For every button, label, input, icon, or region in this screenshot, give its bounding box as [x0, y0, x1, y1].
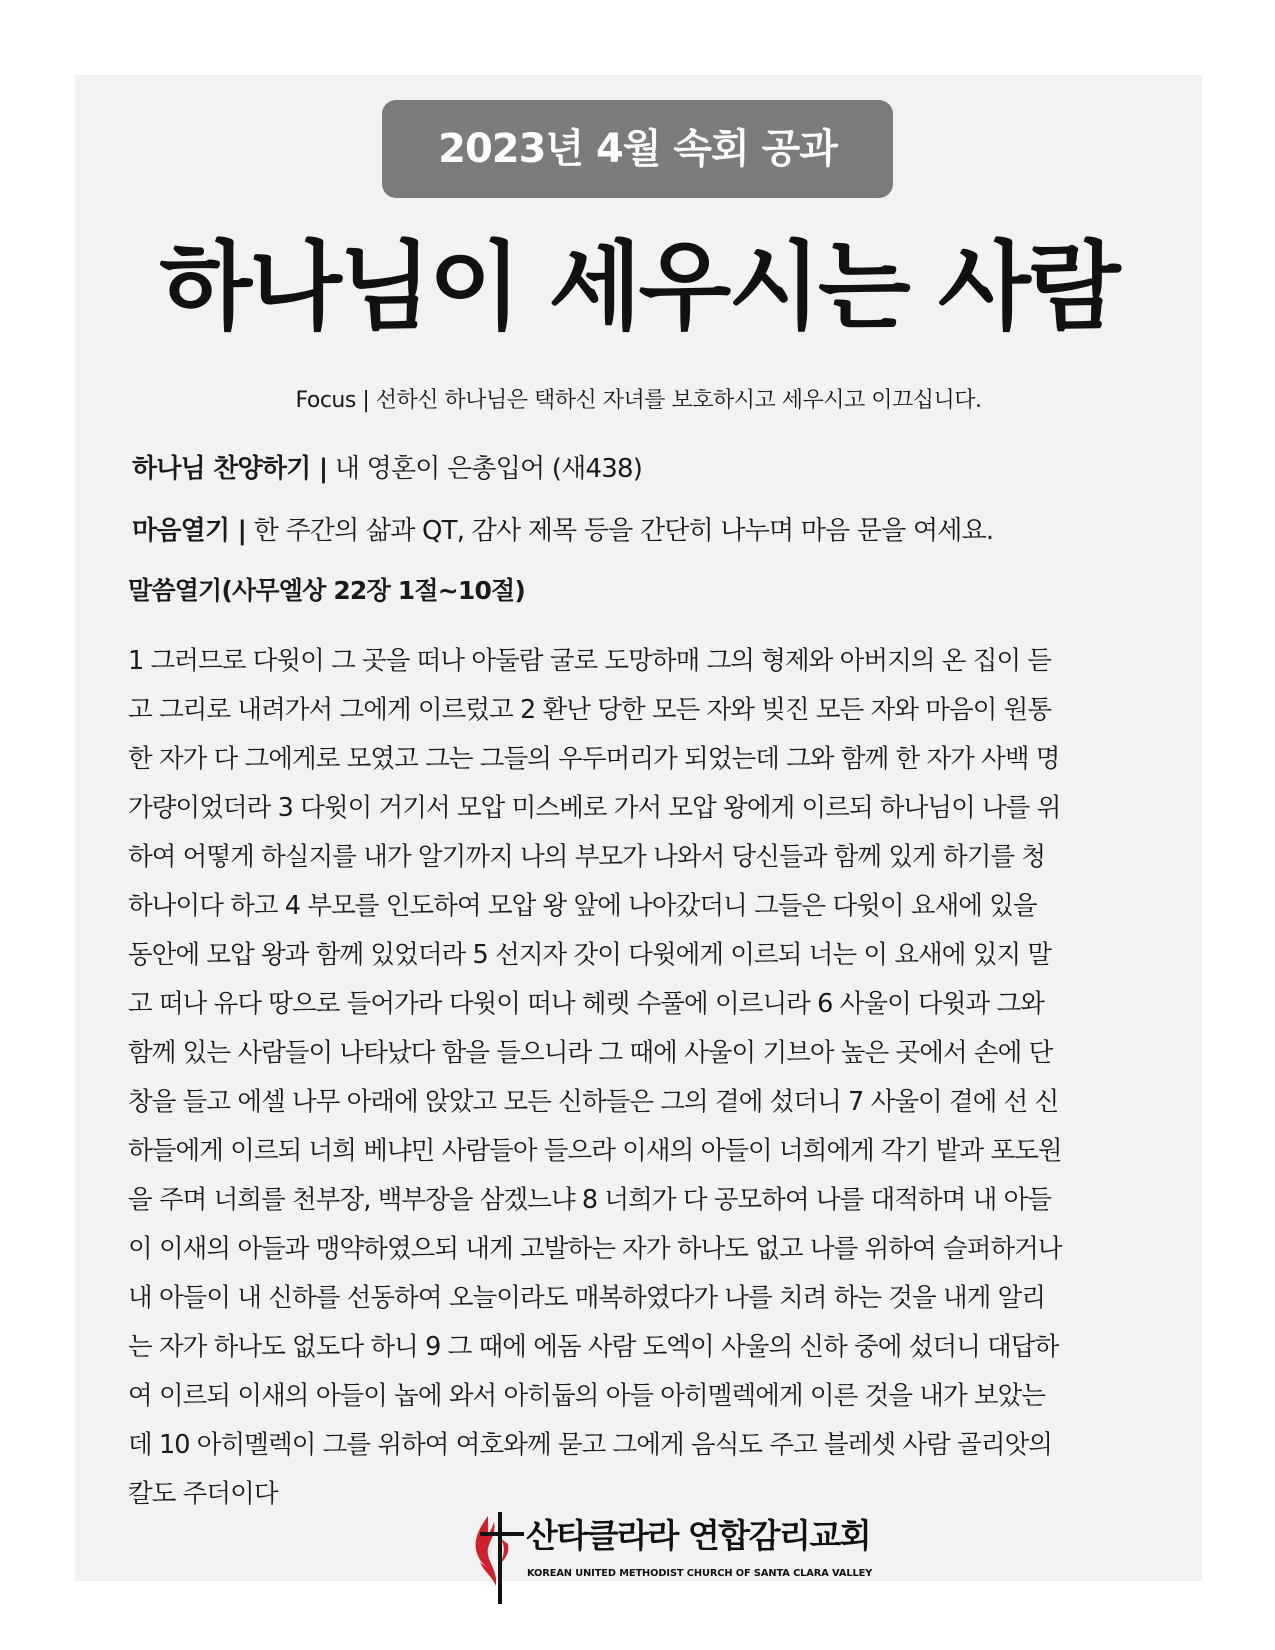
open-heart-section [132, 511, 993, 551]
scripture-passage [128, 637, 1158, 1519]
date-badge: 2023년 4월 속회 공과 [382, 100, 893, 198]
passage-line: 여 이르되 이새의 아들이 놉에 와서 아히둡의 아들 아히멜렉에게 이른 것을 내가 보았는 [128, 1381, 1046, 1411]
praise-section [132, 449, 642, 489]
passage-line: 한 자가 다 그에게로 모였고 그는 그들의 우두머리가 되었는데 그와 함께 한 자가 사백 명 [128, 744, 1060, 774]
church-name-korean: 산타클라라 연합감리교회 [526, 1516, 871, 1555]
passage-line: 을 주며 너희를 천부장, 백부장을 삼겠느냐 8 너희가 다 공모하여 나를 대적하며 내 아들 [128, 1185, 1052, 1215]
passage-line: 고 그리로 내려가서 그에게 이르렀고 2 환난 당한 모든 자와 빚진 모든 자와 마음이 원통 [128, 695, 1052, 725]
church-logo [470, 1508, 873, 1608]
passage-line: 는 자가 하나도 없도다 하니 9 그 때에 에돔 사람 도엑이 사울의 신하 중에 섰더니 대답하 [128, 1332, 1059, 1362]
open-heart-text: 한 주간의 삶과 QT, 감사 제목 등을 간단히 나누며 마음 문을 여세요. [246, 516, 994, 546]
passage-line: 하여 어떻게 하실지를 내가 알기까지 나의 부모가 나와서 당신들과 함께 있게 하기를 청 [128, 842, 1046, 872]
church-name-english: KOREAN UNITED METHODIST CHURCH OF SANTA CLARA VALLEY [527, 1568, 873, 1579]
passage-line: 함께 있는 사람들이 나타났다 함을 들으니라 그 때에 사울이 기브아 높은 곳에서 손에 단 [128, 1038, 1053, 1068]
passage-line: 1 그러므로 다윗이 그 곳을 떠나 아둘람 굴로 도망하매 그의 형제와 아버지의 온 집이 듣 [128, 646, 1052, 676]
praise-label: 하나님 찬양하기 | [132, 454, 328, 484]
passage-heading: 말씀열기(사무엘상 22장 1절~10절) [128, 576, 526, 605]
focus-statement: Focus | 선하신 하나님은 택하신 자녀를 보호하시고 세우시고 이끄십니다. [295, 388, 982, 413]
passage-line: 하들에게 이르되 너희 베냐민 사람들아 들으라 이새의 아들이 너희에게 각기 밭과 포도원 [128, 1136, 1062, 1166]
page-title: 하나님이 세우시는 사람 [159, 231, 1118, 343]
passage-line: 창을 들고 에셀 나무 아래에 앉았고 모든 신하들은 그의 곁에 섰더니 7 사울이 곁에 선 신 [128, 1087, 1059, 1117]
passage-line: 데 10 아히멜렉이 그를 위하여 여호와께 묻고 그에게 음식도 주고 블레셋 사람 골리앗의 [128, 1430, 1053, 1460]
passage-line: 내 아들이 내 신하를 선동하여 오늘이라도 매복하였다가 나를 치려 하는 것을 내게 알리 [128, 1283, 1046, 1313]
passage-line: 칼도 주더이다 [128, 1479, 278, 1509]
cross-and-flame-icon [470, 1508, 526, 1608]
passage-line: 동안에 모압 왕과 함께 있었더라 5 선지자 갓이 다윗에게 이르되 너는 이 요새에 있지 말 [128, 940, 1052, 970]
passage-line: 가량이었더라 3 다윗이 거기서 모압 미스베로 가서 모압 왕에게 이르되 하나님이 나를 위 [128, 793, 1061, 823]
passage-line: 하나이다 하고 4 부모를 인도하여 모압 왕 앞에 나아갔더니 그들은 다윗이 요새에 있을 [128, 891, 1037, 921]
passage-line: 고 떠나 유다 땅으로 들어가라 다윗이 떠나 헤렛 수풀에 이르니라 6 사울이 다윗과 그와 [128, 989, 1044, 1019]
open-heart-label: 마음열기 | [132, 516, 247, 546]
praise-hymn: 내 영혼이 은총입어 (새438) [327, 454, 643, 484]
passage-line: 이 이새의 아들과 맹약하였으되 내게 고발하는 자가 하나도 없고 나를 위하여 슬퍼하거나 [128, 1234, 1062, 1264]
